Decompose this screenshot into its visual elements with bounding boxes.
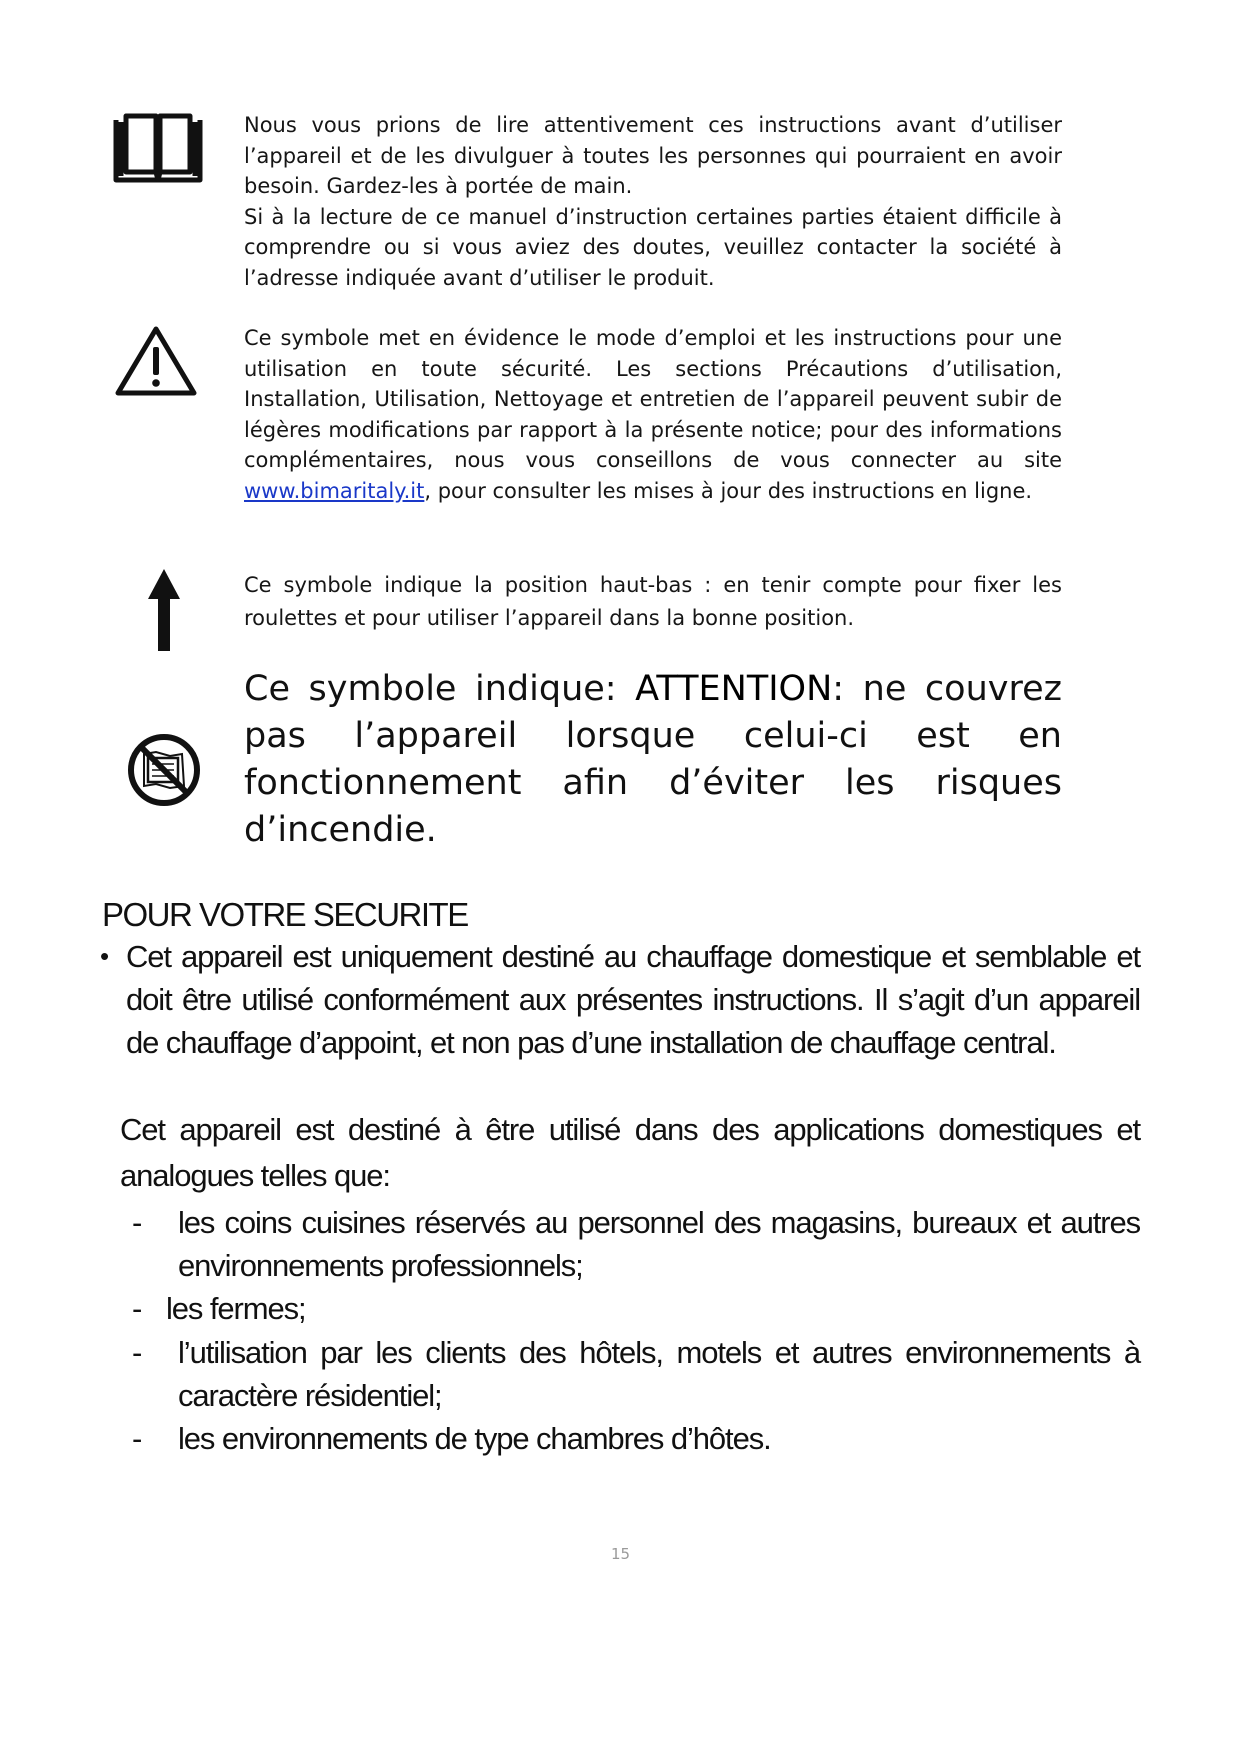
- dash-marker: -: [132, 1205, 142, 1240]
- no-cover-symbol-text: [244, 666, 1062, 854]
- safety-heading: POUR VOTRE SECURITE: [102, 896, 468, 933]
- warning-paragraph: [244, 323, 1062, 506]
- warning-symbol-text: [244, 323, 1062, 506]
- no-cover-rest: : ne couvrez pas l’appareil lorsque celui-ci est en fonctionnement afin d’éviter les risques d’incendie.: [244, 669, 1062, 850]
- list-item: [132, 1287, 1140, 1330]
- dash-marker: -: [132, 1421, 142, 1456]
- list-item: [132, 1331, 1140, 1417]
- orientation-symbol-text: [244, 569, 1062, 635]
- list-item: [132, 1201, 1140, 1287]
- dash-marker: -: [132, 1291, 142, 1326]
- warning-text-end: , pour consulter les mises à jour des instructions en ligne.: [424, 478, 1033, 503]
- orientation-paragraph: Ce symbole indique la position haut-bas : en tenir compte pour fixer les roulettes et pour utiliser l’appareil dans la bonne position.: [244, 573, 1062, 630]
- manual-paragraph-1: Nous vous prions de lire attentivement ces instructions avant d’utiliser l’appareil et de les divulguer à toutes les personnes qui pourraient en avoir besoin. Gardez-les à portée de main.: [244, 113, 1062, 198]
- warning-triangle-icon: [114, 323, 198, 403]
- no-cover-intro: Ce symbole indique:: [244, 669, 636, 709]
- intro-paragraph: Cet appareil est destiné à être utilisé dans des applications domestiques et analogues telles que:: [120, 1112, 1140, 1193]
- do-not-cover-icon: [126, 732, 202, 812]
- attention-label: ATTENTION: [635, 669, 833, 709]
- manual-symbol-text: [244, 110, 1062, 293]
- bimar-website-link[interactable]: www.bimaritaly.it: [244, 478, 425, 503]
- dash-marker: -: [132, 1335, 142, 1370]
- bullet-text: Cet appareil est uniquement destiné au chauffage domestique et semblable et doit être utilisé conformément aux présentes instructions. Il s’agit d’un appareil de chauffage d’appoint, et non pas d’une installation de chauffage central.: [126, 939, 1140, 1060]
- list-item-text: les environnements de type chambres d’hôtes.: [178, 1421, 771, 1456]
- bullet-dot: •: [100, 941, 109, 971]
- up-arrow-icon: [146, 569, 182, 655]
- manual-paragraph-2: Si à la lecture de ce manuel d’instruction certaines parties étaient difficile à comprendre ou si vous aviez des doutes, veuillez contacter la société à l’adresse indiquée avant d’utiliser le produit.: [244, 204, 1062, 290]
- list-item-text: l’utilisation par les clients des hôtels, motels et autres environnements à caractère résidentiel;: [178, 1335, 1140, 1413]
- list-item-text: les fermes;: [166, 1291, 306, 1326]
- page-number: 15: [610, 1545, 631, 1563]
- list-item-text: les coins cuisines réservés au personnel des magasins, bureaux et autres environnements professionnels;: [178, 1205, 1140, 1283]
- open-book-icon: [112, 112, 204, 192]
- list-item: [132, 1417, 1140, 1460]
- bullet-item: [100, 935, 1140, 1064]
- warning-text-start: Ce symbole met en évidence le mode d’emploi et les instructions pour une utilisation en toute sécurité. Les sections Précautions d’utilisation, Installation, Utilisation, Nettoyage et entretien de l’appareil peuvent subir de légères modifications par rapport à la présente notice; pour des informations complémentaires, nous vous conseillons de vous connecter au site: [244, 326, 1062, 472]
